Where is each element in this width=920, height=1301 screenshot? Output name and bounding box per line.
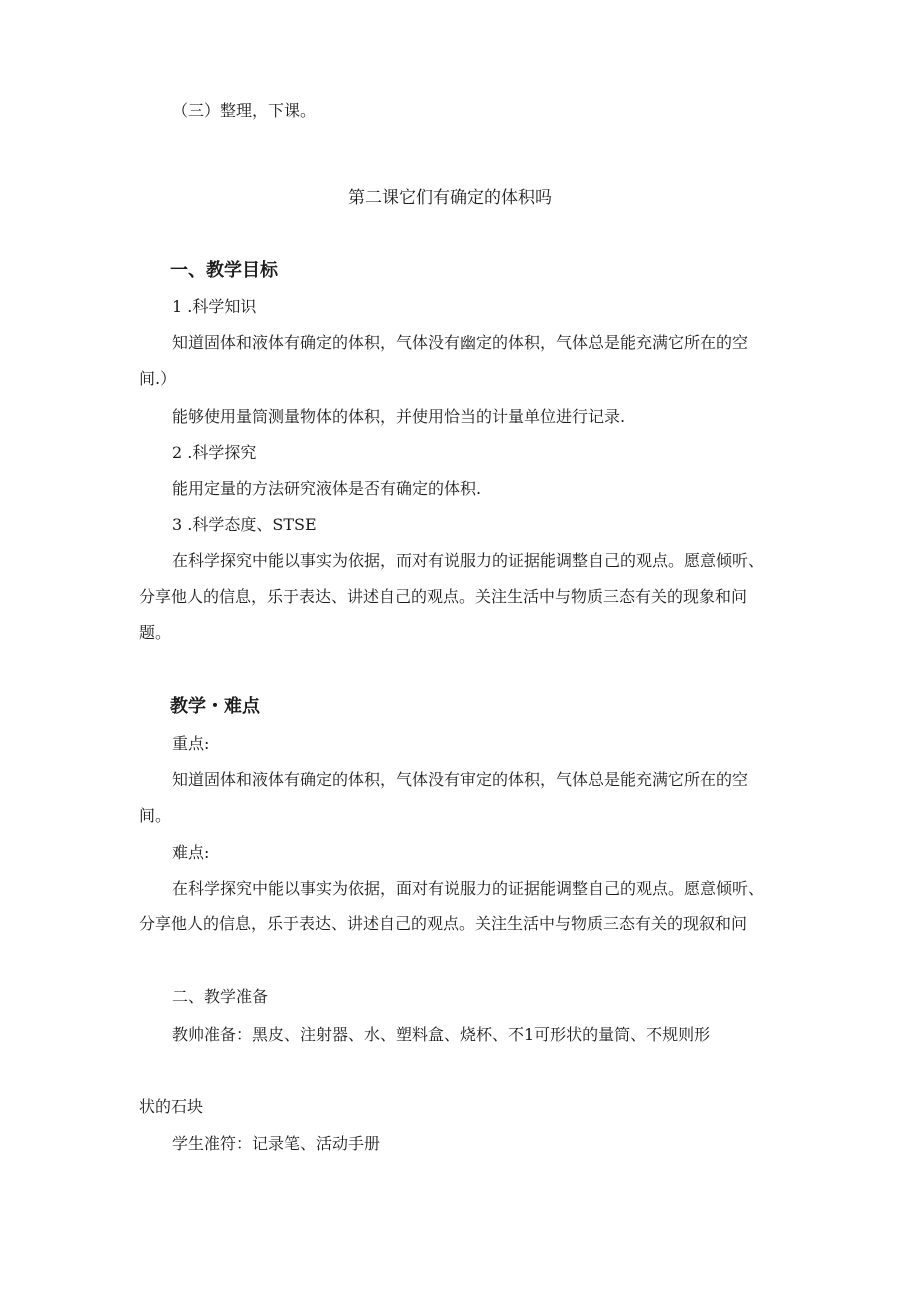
- item3-title: 3 .科学态度、STSE: [172, 515, 317, 534]
- difficulty-text-line1: 在科学探究中能以事实为依据，面对有说服力的证据能调整自己的观点。愿意倾听、: [172, 879, 765, 898]
- item2-title: 2 .科学探究: [172, 443, 257, 462]
- section1-heading: 一、教学目标: [170, 260, 278, 281]
- focus-label: 重点:: [172, 734, 210, 753]
- difficulty-label: 难点:: [172, 843, 210, 862]
- difficulty-text-line2: 分享他人的信息，乐于表达、讲述自己的观点。关注生活中与物质三态有关的现叙和问: [139, 914, 748, 933]
- student-prep: 学生准符：记录笔、活动手册: [172, 1134, 381, 1153]
- item1-title: 1 .科学知识: [172, 297, 257, 316]
- intro-step: （三）整理，下课。: [172, 101, 317, 120]
- item2-text: 能用定量的方法研究液体是否有确定的体积.: [172, 479, 482, 498]
- section2-heading: 二、教学准备: [172, 987, 269, 1006]
- teacher-prep-line1: 教帅准备：黑皮、注射器、水、塑料盒、烧杯、不1可形状的量筒、不规则形: [172, 1025, 711, 1044]
- item3-text-line1: 在科学探究中能以事实为依据，而对有说服力的证据能调整自己的观点。愿意倾听、: [172, 551, 765, 570]
- key-points-heading: 教学・难点: [170, 696, 260, 717]
- item1-text-line2: 间.）: [139, 369, 177, 388]
- item3-text-line2: 分享他人的信息，乐于表达、讲述自己的观点。关注生活中与物质三态有关的现象和问: [139, 587, 748, 606]
- item3-text-line3: 题。: [139, 623, 172, 642]
- lesson-title: 第二课它们有确定的体积吗: [348, 188, 552, 208]
- focus-text-line2: 间。: [139, 806, 172, 825]
- item1-text-line3: 能够使用量筒测量物体的体积，并使用恰当的计量单位进行记录.: [172, 407, 626, 426]
- teacher-prep-line2: 状的石块: [139, 1097, 204, 1116]
- item1-text-line1: 知道固体和液体有确定的体积，气体没有幽定的体积，气体总是能充满它所在的空: [172, 333, 749, 352]
- focus-text-line1: 知道固体和液体有确定的体积，气体没有审定的体积，气体总是能充满它所在的空: [172, 770, 749, 789]
